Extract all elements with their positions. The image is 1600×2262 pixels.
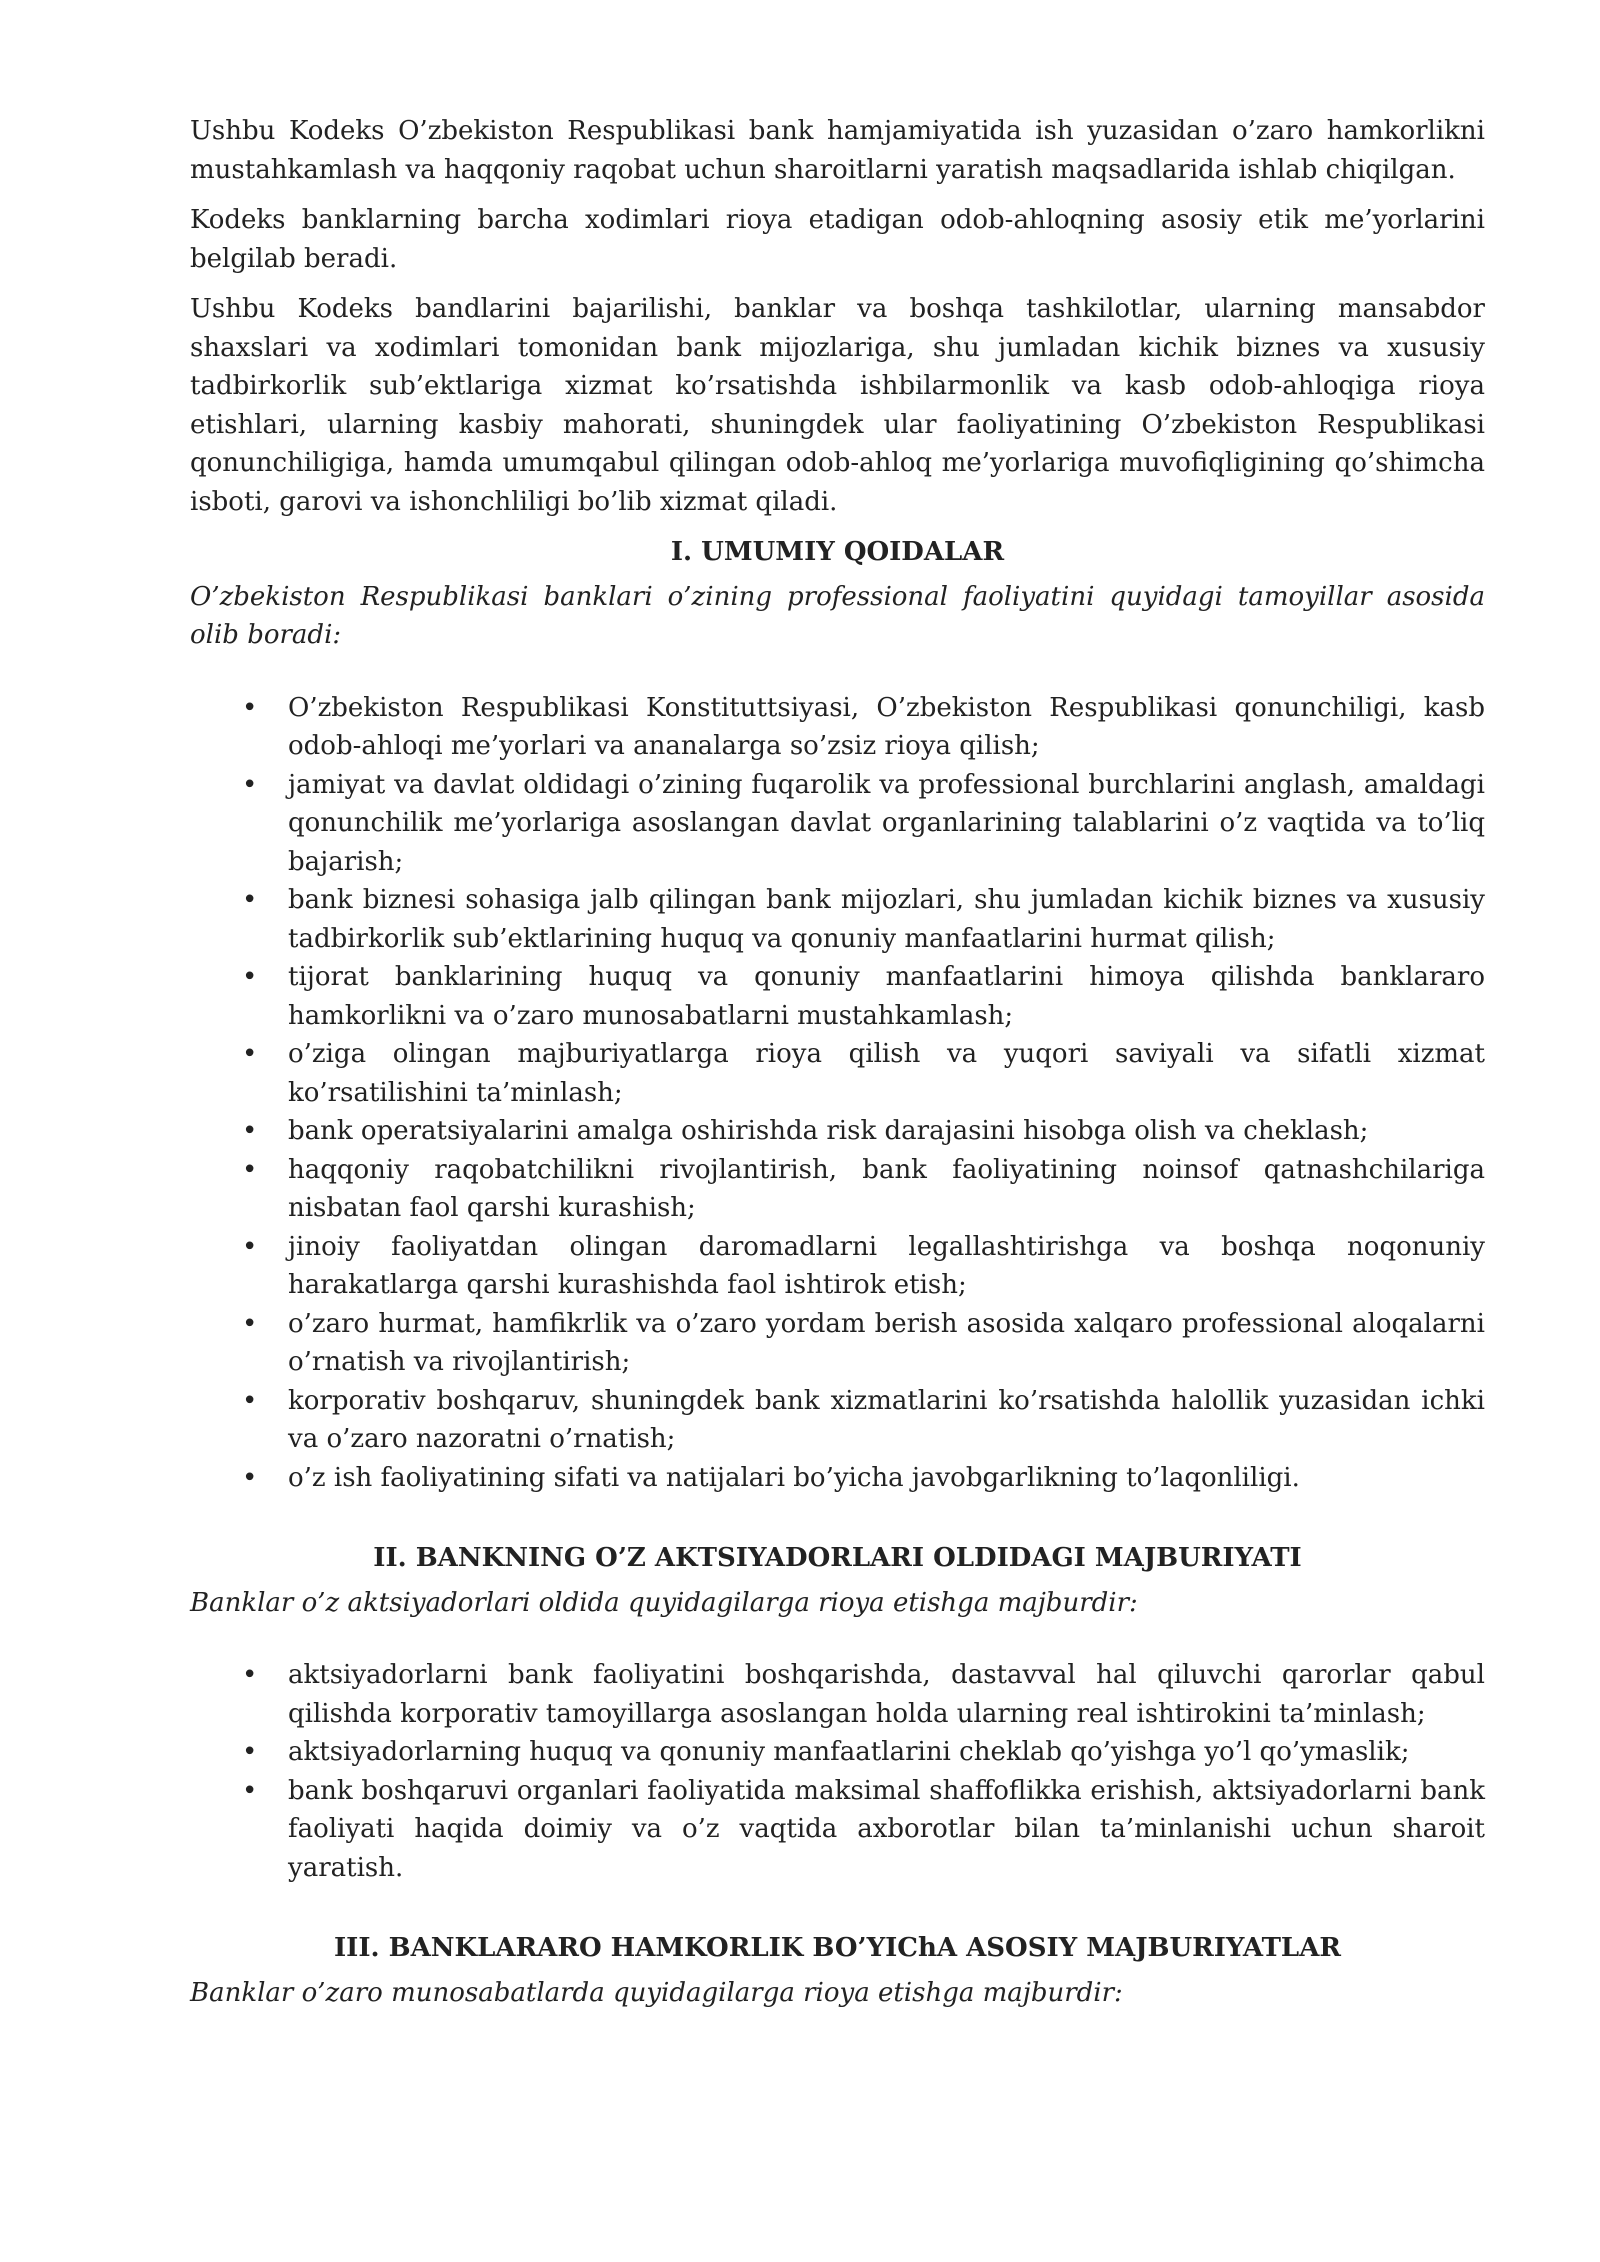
bullet-icon: • <box>242 1737 258 1767</box>
list-item-text: korporativ boshqaruv, shuningdek bank xizmatlarini ko’rsatishda halollik yuzasidan ichki va o’zaro nazoratni o’rnatish; <box>288 1385 1485 1454</box>
list-item <box>190 1305 1485 1382</box>
list-item-text: O’zbekiston Respublikasi Konstituttsiyasi, O’zbekiston Respublikasi qonunchiligi, kasb odob-ahloqi me’yorlari va ananalarga so’zsiz rioya qilish; <box>288 692 1485 761</box>
section-shareholders <box>190 1539 1485 1925</box>
list-item-text: aktsiyadorlarni bank faoliyatini boshqarishda, dastavval hal qiluvchi qarorlar qabul qilishda korporativ tamoyillarga asoslangan holda ularning real ishtirokini ta’minlash; <box>288 1660 1485 1729</box>
list-item <box>190 1772 1485 1888</box>
list-item <box>190 1459 1485 1498</box>
list-item-text: bank biznesi sohasiga jalb qilingan bank mijozlari, shu jumladan kichik biznes va xususiy tadbirkorlik sub’ektlarining huquq va qonuniy manfaatlarini hurmat qilish; <box>288 885 1485 954</box>
bullet-icon: • <box>242 1775 258 1806</box>
bullet-icon: • <box>242 1039 258 1069</box>
bullet-icon: • <box>242 962 258 992</box>
intro-paragraph: Ushbu Kodeks bandlarini bajarilishi, banklar va boshqa tashkilotlar, ularning mansabdor shaxslari va xodimlari tomonidan bank mijozlariga, shu jumladan kichik biznes va xususiy tadbirkorlik sub’ektlariga xizmat ko’rsatishda ishbilarmonlik va kasb odob-ahloqiga rioya etishlari, ularning kasbiy mahorati, shuningdek ular faoliyatining O’zbekiston Respublikasi qonunchiligiga, hamda umumqabul qilingan odob-ahloq me’yorlariga muvofiqligining qo’shimcha isboti, garovi va ishonchliligi bo’lib xizmat qiladi. <box>190 294 1485 517</box>
section-intro: Banklar o’z aktsiyadorlari oldida quyidagilarga rioya etishga majburdir: <box>190 1587 1138 1618</box>
section-general-rules <box>190 533 1485 1535</box>
bullet-icon: • <box>242 885 258 915</box>
section-heading: II. BANKNING O’Z AKTSIYADORLARI OLDIDAGI MAJBURIYATI <box>373 1543 1302 1573</box>
intro-paragraph: Kodeks banklarning barcha xodimlari rioya etadigan odob-ahloqning asosiy etik me’yorlarini belgilab beradi. <box>190 205 1485 274</box>
list-item <box>190 1035 1485 1112</box>
bullet-icon: • <box>242 1154 258 1185</box>
bullet-icon: • <box>242 1231 258 1262</box>
section-interbank <box>190 1929 1485 2012</box>
list-item-text: jinoiy faoliyatdan olingan daromadlarni legallashtirishga va boshqa noqonuniy harakatlarga qarshi kurashishda faol ishtirok etish; <box>288 1231 1485 1300</box>
list-item-text: jamiyat va davlat oldidagi o’zining fuqarolik va professional burchlarini anglash, amaldagi qonunchilik me’yorlariga asoslangan davlat organlarining talablarini o’z vaqtida va to’liq bajarish; <box>288 769 1485 877</box>
principles-list <box>190 689 1485 1498</box>
list-item-text: o’z ish faoliyatining sifati va natijalari bo’yicha javobgarlikning to’laqonliligi. <box>288 1462 1300 1493</box>
section-intro: Banklar o’zaro munosabatlarda quyidagilarga rioya etishga majburdir: <box>190 1977 1123 2008</box>
list-item <box>190 1151 1485 1228</box>
bullet-icon: • <box>242 1116 258 1146</box>
list-item-text: o’ziga olingan majburiyatlarga rioya qilish va yuqori saviyali va sifatli xizmat ko’rsatilishini ta’minlash; <box>288 1039 1485 1108</box>
list-item <box>190 1656 1485 1733</box>
list-item <box>190 689 1485 766</box>
list-item <box>190 1733 1485 1772</box>
list-item-text: bank boshqaruvi organlari faoliyatida maksimal shaffoflikka erishish, aktsiyadorlarni bank faoliyati haqida doimiy va o’z vaqtida axborotlar bilan ta’minlanishi uchun sharoit yaratish. <box>288 1775 1485 1883</box>
list-item <box>190 1382 1485 1459</box>
section-heading: I. UMUMIY QOIDALAR <box>670 537 1005 567</box>
list-item <box>190 766 1485 882</box>
bullet-icon: • <box>242 1462 258 1493</box>
spacer <box>190 1887 1485 1925</box>
list-item-text: bank operatsiyalarini amalga oshirishda risk darajasini hisobga olish va cheklash; <box>288 1116 1369 1146</box>
list-item-text: aktsiyadorlarning huquq va qonuniy manfaatlarini cheklab qo’yishga yo’l qo’ymaslik; <box>288 1737 1410 1767</box>
obligations-list <box>190 1656 1485 1887</box>
bullet-icon: • <box>242 1660 258 1690</box>
section-intro: O’zbekiston Respublikasi banklari o’zining professional faoliyatini quyidagi tamoyillar asosida olib boradi: <box>190 581 1485 650</box>
list-item-text: o’zaro hurmat, hamfikrlik va o’zaro yordam berish asosida xalqaro professional aloqalarni o’rnatish va rivojlantirish; <box>288 1308 1485 1377</box>
list-item <box>190 881 1485 958</box>
bullet-icon: • <box>242 692 258 723</box>
list-item-text: haqqoniy raqobatchilikni rivojlantirish, bank faoliyatining noinsof qatnashchilariga nisbatan faol qarshi kurashish; <box>288 1154 1485 1223</box>
list-item <box>190 1112 1485 1151</box>
intro-paragraph: Ushbu Kodeks O’zbekiston Respublikasi bank hamjamiyatida ish yuzasidan o’zaro hamkorlikni mustahkamlash va haqqoniy raqobat uchun sharoitlarni yaratish maqsadlarida ishlab chiqilgan. <box>190 116 1485 185</box>
list-item <box>190 958 1485 1035</box>
list-item <box>190 1228 1485 1305</box>
document-page <box>190 112 1485 2046</box>
section-heading: III. BANKLARARO HAMKORLIK BO’YIChA ASOSIY MAJBURIYATLAR <box>334 1933 1341 1963</box>
bullet-icon: • <box>242 1308 258 1339</box>
spacer <box>190 1497 1485 1535</box>
bullet-icon: • <box>242 769 258 800</box>
bullet-icon: • <box>242 1385 258 1416</box>
list-item-text: tijorat banklarining huquq va qonuniy manfaatlarini himoya qilishda banklararo hamkorlikni va o’zaro munosabatlarni mustahkamlash; <box>288 962 1485 1031</box>
